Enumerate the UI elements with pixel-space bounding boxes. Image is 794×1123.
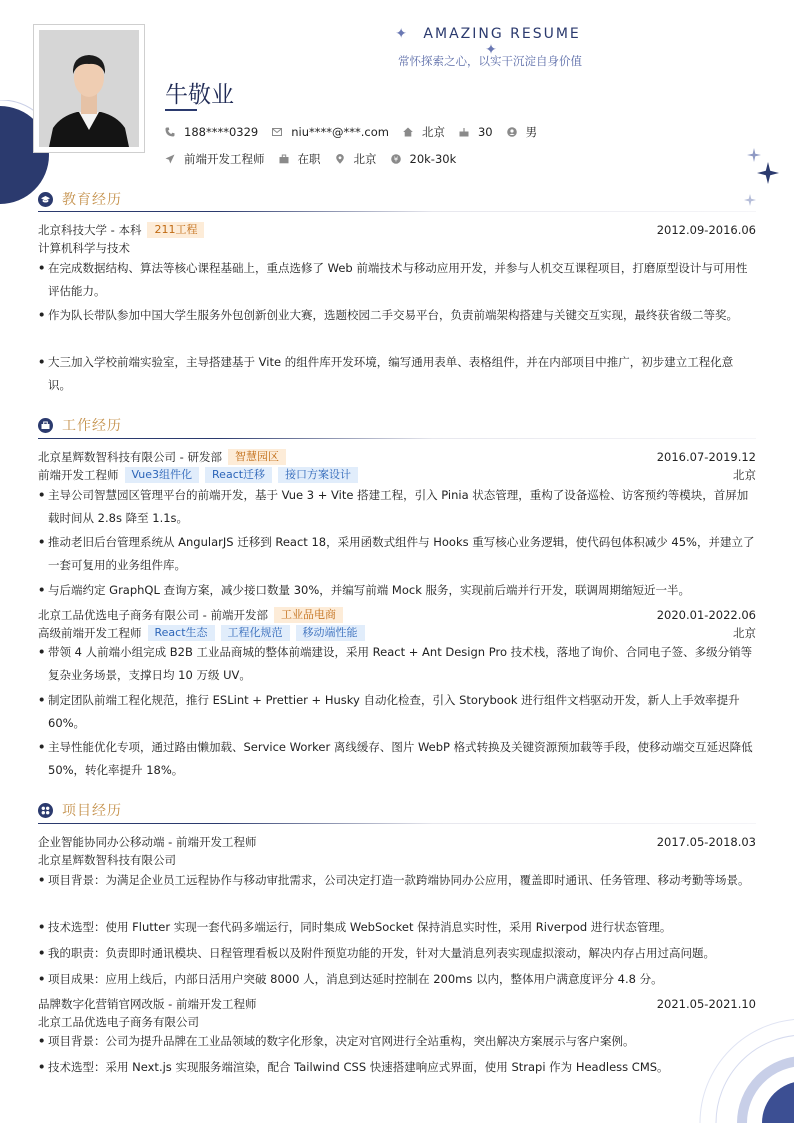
location-item [335, 151, 377, 167]
skill-tag: Vue3组件化 [125, 467, 200, 483]
list-item: • 技术选型：采用 Next.js 实现服务端渲染，配合 Tailwind CSS 快速搭建响应式界面，使用 Strapi 作为 Headless CMS。 [38, 1060, 669, 1074]
company-name: 北京星辉数智科技有限公司 - 研发部 [38, 450, 222, 464]
job-intent-row [165, 149, 470, 169]
list-item: • 推动老旧后台管理系统从 AngularJS 迁移到 React 18，采用函数式组件与 Hooks 重写核心业务逻辑，使代码包体积减少 45%，并建立了一套可复用的业务组件库。 [38, 535, 755, 572]
phone-text: 188****0329 [184, 125, 259, 139]
phone-item [165, 125, 258, 139]
diamond-star-icon: ✦ [395, 26, 409, 42]
education-row [38, 221, 756, 239]
work-company-row [38, 448, 756, 466]
email-text: niu****@***.com [291, 125, 389, 139]
education-period: 2012.09-2016.06 [656, 223, 756, 237]
company-name: 北京工品优选电子商务有限公司 - 前端开发部 [38, 608, 268, 622]
project-title-row [38, 995, 756, 1013]
project-period: 2021.05-2021.10 [656, 997, 756, 1011]
list-item: • 带领 4 人前端小组完成 B2B 工业品商城的整体前端建设，采用 React + Ant Design Pro 技术栈，落地了询价、合同电子签、多级分销等复杂业务场景，支撑日均 10 万级 UV。 [38, 645, 753, 682]
work-period: 2016.07-2019.12 [656, 450, 756, 464]
list-item: • 主导公司智慧园区管理平台的前端开发，基于 Vue 3 + Vite 搭建工程，引入 Pinia 状态管理，重构了设备巡检、访客预约等模块，首屏加载时间从 2.8s 降至 1.1s。 [38, 488, 749, 525]
location-pin-icon [335, 154, 345, 164]
position-item [165, 151, 265, 167]
work-period: 2020.01-2022.06 [656, 608, 756, 622]
school-tag: 211工程 [147, 222, 204, 238]
list-item: • 制定团队前端工程化规范，推行 ESLint + Prettier + Husky 自动化检查，引入 Storybook 进行组件文档驱动开发，新人上手效率提升 60%。 [38, 693, 740, 730]
project-company: 北京工品优选电子商务有限公司 [38, 1015, 199, 1029]
candidate-name: 牛敬业 [165, 82, 234, 108]
salary-item [391, 152, 457, 166]
age-item [459, 125, 493, 139]
list-item: • 与后端约定 GraphQL 查询方案，减少接口数量 30%，并编写前端 Mock 服务，实现前后端并行开发，联调周期缩短近一半。 [38, 583, 691, 597]
role-title: 高级前端开发工程师 [38, 626, 142, 640]
project-company-row [38, 851, 756, 869]
email-item [272, 125, 389, 139]
list-item: • 我的职责：负责即时通讯模块、日程管理看板以及附件预览功能的开发，针对大量消息列表实现虚拟滚动，解决内存占用过高问题。 [38, 946, 715, 960]
status-item [279, 151, 321, 167]
work-role-row [38, 466, 756, 484]
diamond-star-icon: ✦ [485, 42, 499, 58]
section-divider [38, 211, 756, 212]
contact-row [165, 122, 551, 142]
list-item: • 项目成果：应用上线后，内部日活用户突破 8000 人，消息到达延时控制在 200ms 以内，整体用户满意度评分 4.8 分。 [38, 972, 663, 986]
city-item [403, 124, 445, 140]
project-title: 品牌数字化营销官网改版 - 前端开发工程师 [38, 997, 257, 1011]
svg-text:¥: ¥ [393, 155, 398, 164]
education-section-header [38, 189, 122, 209]
salary-text: 20k-30k [409, 152, 457, 166]
section-title: 教育经历 [62, 192, 122, 208]
work-city: 北京 [733, 468, 756, 482]
sparkle-decor [742, 144, 782, 210]
grid-apps-icon [38, 803, 53, 818]
skill-tag: 工程化规范 [221, 625, 290, 641]
skill-tag: 移动端性能 [296, 625, 365, 641]
projects-section-header [38, 800, 122, 820]
list-item: • 项目背景：为满足企业员工远程协作与移动审批需求，公司决定打造一款跨端协同办公应用，覆盖即时通讯、任务管理、移动考勤等场景。 [38, 873, 750, 887]
list-item: • 大三加入学校前端实验室，主导搭建基于 Vite 的组件库开发环境，编写通用表单、表格组件，并在内部项目中推广，初步建立工程化意识。 [38, 355, 734, 392]
profile-photo [39, 30, 139, 147]
phone-icon [165, 127, 175, 137]
cake-icon [459, 127, 469, 137]
section-title: 工作经历 [62, 418, 122, 434]
school-name: 北京科技大学 - 本科 [38, 223, 142, 237]
major-row [38, 239, 756, 257]
graduation-cap-icon [38, 192, 53, 207]
skill-tag: React迁移 [205, 467, 272, 483]
name-underline [165, 109, 197, 111]
mail-icon [272, 127, 282, 137]
work-company-row [38, 606, 756, 624]
send-icon [165, 154, 175, 164]
project-company: 北京星辉数智科技有限公司 [38, 853, 176, 867]
profile-photo-frame [33, 24, 145, 153]
motto: 常怀探索之心，以实干沉淀自身价值 [398, 54, 582, 68]
gender-text: 男 [525, 125, 538, 139]
skill-tag: 接口方案设计 [278, 467, 358, 483]
status-text: 在职 [297, 152, 321, 166]
briefcase-icon [279, 154, 289, 164]
project-title-row [38, 833, 756, 851]
project-period: 2017.05-2018.03 [656, 835, 756, 849]
list-item: • 在完成数据结构、算法等核心课程基础上，重点选修了 Web 前端技术与移动应用开发，并参与人机交互课程项目，打磨原型设计与可用性评估能力。 [38, 261, 748, 298]
major-text: 计算机科学与技术 [38, 241, 130, 255]
project-title: 企业智能协同办公移动端 - 前端开发工程师 [38, 835, 257, 849]
list-item: • 技术选型：使用 Flutter 实现一套代码多端运行，同时集成 WebSocket 保持消息实时性，采用 Riverpod 进行状态管理。 [38, 920, 672, 934]
briefcase-icon [38, 418, 53, 433]
industry-tag: 智慧园区 [228, 449, 286, 465]
resume-title-text: AMAZING RESUME [423, 26, 581, 42]
money-icon [391, 154, 401, 164]
list-item: • 作为队长带队参加中国大学生服务外包创新创业大赛，选题校园二手交易平台，负责前端架构搭建与关键交互实现，最终获省级二等奖。 [38, 308, 738, 322]
skill-tag: React生态 [148, 625, 215, 641]
work-role-row [38, 624, 756, 642]
gender-item [507, 124, 538, 140]
section-divider [38, 823, 756, 824]
city-text: 北京 [421, 125, 445, 139]
section-divider [38, 438, 756, 439]
project-company-row [38, 1013, 756, 1031]
role-title: 前端开发工程师 [38, 468, 119, 482]
list-item: • 主导性能优化专项，通过路由懒加载、Service Worker 离线缓存、图片 WebP 格式转换及关键资源预加载等手段，使移动端交互延迟降低 50%，转化率提升 18%。 [38, 740, 753, 777]
home-icon [403, 127, 413, 137]
work-city: 北京 [733, 626, 756, 640]
age-text: 30 [477, 125, 493, 139]
user-icon [507, 127, 517, 137]
industry-tag: 工业品电商 [274, 607, 343, 623]
list-item: • 项目背景：公司为提升品牌在工业品领域的数字化形象，决定对官网进行全站重构，突出解决方案展示与客户案例。 [38, 1034, 635, 1048]
position-text: 前端开发工程师 [184, 152, 265, 166]
location-text: 北京 [353, 152, 377, 166]
section-title: 项目经历 [62, 803, 122, 819]
work-section-header [38, 415, 122, 435]
